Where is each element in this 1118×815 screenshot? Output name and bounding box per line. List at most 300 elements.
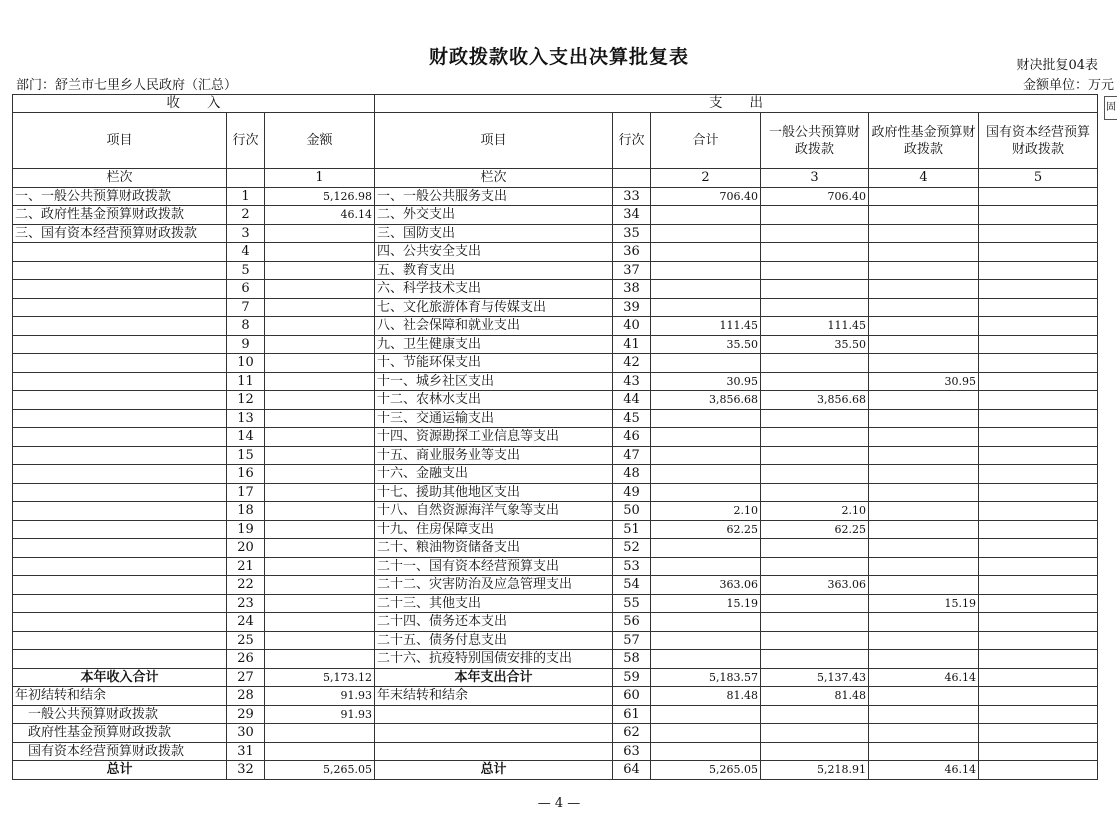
- income-item-cell: [13, 372, 227, 391]
- total-cell: [651, 261, 761, 280]
- total-cell: [651, 557, 761, 576]
- income-amount-cell: 5,126.98: [265, 187, 375, 206]
- income-rowno-cell: 29: [227, 705, 265, 724]
- income-item-cell: [13, 557, 227, 576]
- grand-total-row: [13, 761, 1098, 780]
- income-rowno-cell: 32: [227, 761, 265, 780]
- expense-item-cell: 十五、商业服务业等支出: [375, 446, 613, 465]
- income-item-cell: [13, 613, 227, 632]
- general-budget-cell: [761, 705, 869, 724]
- column-index: 5: [979, 169, 1098, 188]
- table-row: [13, 187, 1098, 206]
- expense-rowno-cell: 36: [613, 243, 651, 262]
- column-index: 1: [265, 169, 375, 188]
- expense-item-cell: 三、国防支出: [375, 224, 613, 243]
- general-budget-cell: 3,856.68: [761, 391, 869, 410]
- general-budget-cell: [761, 428, 869, 447]
- income-amount-cell: 91.93: [265, 705, 375, 724]
- income-rowno-cell: 31: [227, 742, 265, 761]
- general-budget-cell: [761, 631, 869, 650]
- expense-item-cell: 二、外交支出: [375, 206, 613, 225]
- total-cell: 706.40: [651, 187, 761, 206]
- income-rowno-cell: 7: [227, 298, 265, 317]
- expense-item-cell: 一、一般公共服务支出: [375, 187, 613, 206]
- expense-item-cell: [375, 724, 613, 743]
- state-capital-cell: [979, 372, 1098, 391]
- expense-rowno-cell: 47: [613, 446, 651, 465]
- expense-item-cell: 六、科学技术支出: [375, 280, 613, 299]
- income-amount-cell: [265, 576, 375, 595]
- state-capital-cell: [979, 650, 1098, 669]
- income-amount-cell: [265, 502, 375, 521]
- table-row: [13, 613, 1098, 632]
- income-item-cell: [13, 317, 227, 336]
- general-budget-cell: 5,137.43: [761, 668, 869, 687]
- total-cell: 5,265.05: [651, 761, 761, 780]
- expense-item-cell: 二十四、债务还本支出: [375, 613, 613, 632]
- income-amount-cell: [265, 465, 375, 484]
- income-rowno-cell: 13: [227, 409, 265, 428]
- expense-item-cell: 八、社会保障和就业支出: [375, 317, 613, 336]
- gov-fund-cell: [869, 465, 979, 484]
- general-budget-cell: [761, 243, 869, 262]
- expense-rowno-header: 行次: [613, 113, 651, 169]
- expense-rowno-cell: 51: [613, 520, 651, 539]
- total-cell: [651, 465, 761, 484]
- expense-item-cell: 十三、交通运输支出: [375, 409, 613, 428]
- column-index: 4: [869, 169, 979, 188]
- column-index-row: [13, 169, 1098, 188]
- expense-item-cell: 十二、农林水支出: [375, 391, 613, 410]
- state-capital-cell: [979, 261, 1098, 280]
- expense-item-cell: 十八、自然资源海洋气象等支出: [375, 502, 613, 521]
- gov-fund-cell: [869, 631, 979, 650]
- gov-fund-cell: [869, 502, 979, 521]
- expense-rowno-cell: 44: [613, 391, 651, 410]
- income-rowno-cell: 24: [227, 613, 265, 632]
- expense-rowno-cell: 35: [613, 224, 651, 243]
- income-amount-cell: [265, 594, 375, 613]
- carryover-row: [13, 742, 1098, 761]
- state-capital-cell: [979, 206, 1098, 225]
- gov-fund-cell: [869, 261, 979, 280]
- income-rowno-cell: 4: [227, 243, 265, 262]
- income-amount-cell: [265, 650, 375, 669]
- table-row: [13, 539, 1098, 558]
- expense-rowno-cell: 37: [613, 261, 651, 280]
- income-item-cell: 三、国有资本经营预算财政拨款: [13, 224, 227, 243]
- expense-item-cell: 二十三、其他支出: [375, 594, 613, 613]
- income-amount-cell: 5,173.12: [265, 668, 375, 687]
- expense-rowno-cell: 53: [613, 557, 651, 576]
- income-amount-cell: [265, 391, 375, 410]
- total-cell: 81.48: [651, 687, 761, 706]
- total-cell: 5,183.57: [651, 668, 761, 687]
- gov-fund-cell: [869, 224, 979, 243]
- income-rowno-cell: 20: [227, 539, 265, 558]
- total-cell: [651, 724, 761, 743]
- state-capital-cell: [979, 335, 1098, 354]
- gov-fund-cell: [869, 409, 979, 428]
- table-row: [13, 465, 1098, 484]
- state-capital-cell: [979, 465, 1098, 484]
- gov-fund-cell: [869, 206, 979, 225]
- general-budget-cell: 706.40: [761, 187, 869, 206]
- expense-rowno-cell: 46: [613, 428, 651, 447]
- table-row: [13, 335, 1098, 354]
- total-cell: [651, 650, 761, 669]
- income-rowno-cell: 3: [227, 224, 265, 243]
- income-amount-cell: [265, 298, 375, 317]
- expense-item-header: 项目: [375, 113, 613, 169]
- amount-unit: 金额单位：万元: [1022, 78, 1114, 93]
- expense-item-cell: 九、卫生健康支出: [375, 335, 613, 354]
- income-rowno-cell: 5: [227, 261, 265, 280]
- total-cell: [651, 243, 761, 262]
- income-amount-cell: [265, 724, 375, 743]
- state-capital-cell: [979, 391, 1098, 410]
- income-amount-cell: [265, 539, 375, 558]
- table-row: [13, 594, 1098, 613]
- total-cell: 363.06: [651, 576, 761, 595]
- income-rowno-cell: 12: [227, 391, 265, 410]
- general-budget-cell: [761, 446, 869, 465]
- income-item-cell: 国有资本经营预算财政拨款: [13, 742, 227, 761]
- column-index-label: 栏次: [13, 169, 227, 188]
- table-row: [13, 317, 1098, 336]
- total-cell: [651, 354, 761, 373]
- state-capital-cell: [979, 187, 1098, 206]
- total-cell: 111.45: [651, 317, 761, 336]
- expense-item-cell: 五、教育支出: [375, 261, 613, 280]
- income-rowno-cell: 18: [227, 502, 265, 521]
- expense-item-cell: 十九、住房保障支出: [375, 520, 613, 539]
- expense-rowno-cell: 57: [613, 631, 651, 650]
- expense-item-cell: 四、公共安全支出: [375, 243, 613, 262]
- income-amount-cell: [265, 742, 375, 761]
- column-index: 3: [761, 169, 869, 188]
- income-item-cell: [13, 298, 227, 317]
- income-rowno-cell: 2: [227, 206, 265, 225]
- table-row: [13, 502, 1098, 521]
- state-capital-cell: [979, 446, 1098, 465]
- expense-item-cell: 十六、金融支出: [375, 465, 613, 484]
- income-rowno-cell: 19: [227, 520, 265, 539]
- total-cell: [651, 631, 761, 650]
- column-index: 2: [651, 169, 761, 188]
- income-rowno-cell: 9: [227, 335, 265, 354]
- income-rowno-header: 行次: [227, 113, 265, 169]
- gov-fund-cell: [869, 613, 979, 632]
- gov-fund-cell: 15.19: [869, 594, 979, 613]
- income-item-cell: [13, 650, 227, 669]
- income-item-cell: [13, 465, 227, 484]
- table-row: [13, 520, 1098, 539]
- state-capital-cell: [979, 354, 1098, 373]
- income-item-cell: 一、一般公共预算财政拨款: [13, 187, 227, 206]
- expense-rowno-cell: 41: [613, 335, 651, 354]
- income-item-cell: [13, 483, 227, 502]
- income-rowno-cell: 15: [227, 446, 265, 465]
- budget-table: [12, 94, 1098, 780]
- general-budget-cell: 111.45: [761, 317, 869, 336]
- general-budget-cell: [761, 206, 869, 225]
- income-rowno-cell: 28: [227, 687, 265, 706]
- gov-fund-cell: [869, 280, 979, 299]
- income-amount-cell: [265, 335, 375, 354]
- table-row: [13, 557, 1098, 576]
- department-label: 部门：舒兰市七里乡人民政府（汇总）: [16, 78, 238, 93]
- expense-item-cell: 二十、粮油物资储备支出: [375, 539, 613, 558]
- table-row: [13, 354, 1098, 373]
- general-budget-cell: 363.06: [761, 576, 869, 595]
- income-item-cell: [13, 428, 227, 447]
- income-amount-cell: [265, 631, 375, 650]
- gov-fund-cell: [869, 557, 979, 576]
- expense-rowno-cell: 62: [613, 724, 651, 743]
- total-cell: 3,856.68: [651, 391, 761, 410]
- total-cell: [651, 224, 761, 243]
- income-item-cell: 政府性基金预算财政拨款: [13, 724, 227, 743]
- income-rowno-cell: 11: [227, 372, 265, 391]
- state-capital-cell: [979, 428, 1098, 447]
- expense-rowno-cell: 40: [613, 317, 651, 336]
- income-rowno-cell: 26: [227, 650, 265, 669]
- state-capital-cell: [979, 576, 1098, 595]
- table-row: [13, 298, 1098, 317]
- table-row: [13, 576, 1098, 595]
- income-rowno-cell: 14: [227, 428, 265, 447]
- table-row: [13, 409, 1098, 428]
- expense-rowno-cell: 38: [613, 280, 651, 299]
- general-budget-cell: [761, 539, 869, 558]
- income-rowno-cell: 25: [227, 631, 265, 650]
- form-number: 财决批复04表: [1016, 58, 1098, 73]
- table-row: [13, 483, 1098, 502]
- income-item-cell: 本年收入合计: [13, 668, 227, 687]
- income-amount-cell: [265, 280, 375, 299]
- income-item-cell: [13, 409, 227, 428]
- general-budget-cell: [761, 409, 869, 428]
- income-item-cell: 二、政府性基金预算财政拨款: [13, 206, 227, 225]
- expense-item-cell: 二十二、灾害防治及应急管理支出: [375, 576, 613, 595]
- state-capital-cell: [979, 483, 1098, 502]
- income-rowno-cell: 6: [227, 280, 265, 299]
- expense-item-cell: 七、文化旅游体育与传媒支出: [375, 298, 613, 317]
- total-cell: 62.25: [651, 520, 761, 539]
- general-budget-cell: 35.50: [761, 335, 869, 354]
- total-header: 合计: [651, 113, 761, 169]
- gov-fund-cell: [869, 687, 979, 706]
- expense-item-cell: 十一、城乡社区支出: [375, 372, 613, 391]
- income-item-cell: [13, 576, 227, 595]
- table-row: [13, 428, 1098, 447]
- total-cell: [651, 483, 761, 502]
- expense-item-cell: 十、节能环保支出: [375, 354, 613, 373]
- expense-rowno-cell: 43: [613, 372, 651, 391]
- expense-item-cell: 十七、援助其他地区支出: [375, 483, 613, 502]
- state-capital-cell: [979, 742, 1098, 761]
- general-budget-cell: [761, 557, 869, 576]
- income-amount-cell: [265, 613, 375, 632]
- total-cell: [651, 539, 761, 558]
- table-row: [13, 372, 1098, 391]
- column-header-row: [13, 113, 1098, 169]
- income-amount-cell: [265, 483, 375, 502]
- table-row: [13, 391, 1098, 410]
- expense-rowno-cell: 61: [613, 705, 651, 724]
- income-item-cell: [13, 354, 227, 373]
- income-rowno-cell: 8: [227, 317, 265, 336]
- expense-rowno-cell: 48: [613, 465, 651, 484]
- expense-rowno-cell: 55: [613, 594, 651, 613]
- gov-fund-cell: [869, 428, 979, 447]
- income-item-cell: [13, 594, 227, 613]
- carryover-row: [13, 687, 1098, 706]
- state-capital-cell: [979, 761, 1098, 780]
- gov-fund-cell: [869, 391, 979, 410]
- state-capital-cell: [979, 613, 1098, 632]
- table-row: [13, 280, 1098, 299]
- total-cell: [651, 705, 761, 724]
- general-budget-cell: [761, 613, 869, 632]
- state-capital-cell: [979, 409, 1098, 428]
- total-cell: 15.19: [651, 594, 761, 613]
- expense-rowno-cell: 52: [613, 539, 651, 558]
- table-row: [13, 261, 1098, 280]
- gov-fund-cell: 46.14: [869, 761, 979, 780]
- gov-fund-cell: [869, 187, 979, 206]
- general-budget-cell: 62.25: [761, 520, 869, 539]
- general-budget-cell: [761, 742, 869, 761]
- total-cell: [651, 298, 761, 317]
- income-rowno-cell: 30: [227, 724, 265, 743]
- income-item-cell: [13, 391, 227, 410]
- state-capital-cell: [979, 668, 1098, 687]
- expense-rowno-cell: 49: [613, 483, 651, 502]
- general-budget-cell: [761, 594, 869, 613]
- total-cell: 35.50: [651, 335, 761, 354]
- table-row: [13, 224, 1098, 243]
- state-capital-cell: [979, 724, 1098, 743]
- expense-item-cell: 二十一、国有资本经营预算支出: [375, 557, 613, 576]
- income-item-cell: [13, 261, 227, 280]
- general-budget-cell: 5,218.91: [761, 761, 869, 780]
- income-rowno-cell: 10: [227, 354, 265, 373]
- carryover-row: [13, 705, 1098, 724]
- expense-item-cell: 本年支出合计: [375, 668, 613, 687]
- side-tab[interactable]: 固: [1104, 96, 1117, 120]
- general-budget-cell: [761, 372, 869, 391]
- carryover-row: [13, 724, 1098, 743]
- income-amount-cell: [265, 354, 375, 373]
- expense-rowno-cell: 63: [613, 742, 651, 761]
- income-rowno-cell: 21: [227, 557, 265, 576]
- income-rowno-cell: 16: [227, 465, 265, 484]
- state-capital-cell: [979, 317, 1098, 336]
- general-budget-cell: [761, 465, 869, 484]
- income-amount-cell: 5,265.05: [265, 761, 375, 780]
- income-rowno-cell: 22: [227, 576, 265, 595]
- gov-fund-cell: [869, 243, 979, 262]
- gov-fund-cell: [869, 650, 979, 669]
- gov-fund-cell: [869, 520, 979, 539]
- income-amount-cell: [265, 243, 375, 262]
- expense-item-cell: 十四、资源勘探工业信息等支出: [375, 428, 613, 447]
- income-rowno-cell: 23: [227, 594, 265, 613]
- total-cell: [651, 742, 761, 761]
- table-row: [13, 446, 1098, 465]
- state-capital-cell: [979, 280, 1098, 299]
- income-amount-cell: [265, 557, 375, 576]
- income-item-cell: 总计: [13, 761, 227, 780]
- expense-item-cell: [375, 742, 613, 761]
- expense-rowno-cell: 50: [613, 502, 651, 521]
- general-budget-cell: [761, 280, 869, 299]
- expense-rowno-cell: 58: [613, 650, 651, 669]
- gov-fund-cell: [869, 317, 979, 336]
- income-rowno-cell: 27: [227, 668, 265, 687]
- state-capital-cell: [979, 594, 1098, 613]
- table-row: [13, 631, 1098, 650]
- gov-fund-cell: [869, 446, 979, 465]
- state-capital-cell: [979, 687, 1098, 706]
- income-item-cell: [13, 631, 227, 650]
- total-cell: [651, 428, 761, 447]
- state-capital-header: 国有资本经营预算财政拨款: [979, 113, 1098, 169]
- general-budget-cell: [761, 298, 869, 317]
- general-budget-cell: 81.48: [761, 687, 869, 706]
- income-item-cell: 年初结转和结余: [13, 687, 227, 706]
- expense-rowno-cell: 54: [613, 576, 651, 595]
- general-budget-cell: [761, 724, 869, 743]
- income-amount-cell: [265, 409, 375, 428]
- general-budget-cell: 2.10: [761, 502, 869, 521]
- total-cell: [651, 446, 761, 465]
- expense-rowno-cell: 56: [613, 613, 651, 632]
- expense-item-cell: [375, 705, 613, 724]
- state-capital-cell: [979, 557, 1098, 576]
- total-cell: 2.10: [651, 502, 761, 521]
- general-budget-cell: [761, 650, 869, 669]
- gov-fund-cell: [869, 335, 979, 354]
- table-row: [13, 243, 1098, 262]
- table-row: [13, 650, 1098, 669]
- general-budget-header: 一般公共预算财政拨款: [761, 113, 869, 169]
- total-cell: [651, 206, 761, 225]
- income-amount-cell: 91.93: [265, 687, 375, 706]
- income-amount-header: 金额: [265, 113, 375, 169]
- state-capital-cell: [979, 224, 1098, 243]
- expense-item-cell: 年末结转和结余: [375, 687, 613, 706]
- total-cell: 30.95: [651, 372, 761, 391]
- expense-rowno-cell: 33: [613, 187, 651, 206]
- empty-cell: [613, 169, 651, 188]
- general-budget-cell: [761, 483, 869, 502]
- expense-item-cell: 二十六、抗疫特别国债安排的支出: [375, 650, 613, 669]
- gov-fund-cell: 46.14: [869, 668, 979, 687]
- expense-rowno-cell: 34: [613, 206, 651, 225]
- gov-fund-header: 政府性基金预算财政拨款: [869, 113, 979, 169]
- income-item-cell: 一般公共预算财政拨款: [13, 705, 227, 724]
- income-amount-cell: 46.14: [265, 206, 375, 225]
- income-item-cell: [13, 446, 227, 465]
- gov-fund-cell: [869, 298, 979, 317]
- income-item-cell: [13, 280, 227, 299]
- gov-fund-cell: [869, 724, 979, 743]
- income-amount-cell: [265, 317, 375, 336]
- total-cell: [651, 409, 761, 428]
